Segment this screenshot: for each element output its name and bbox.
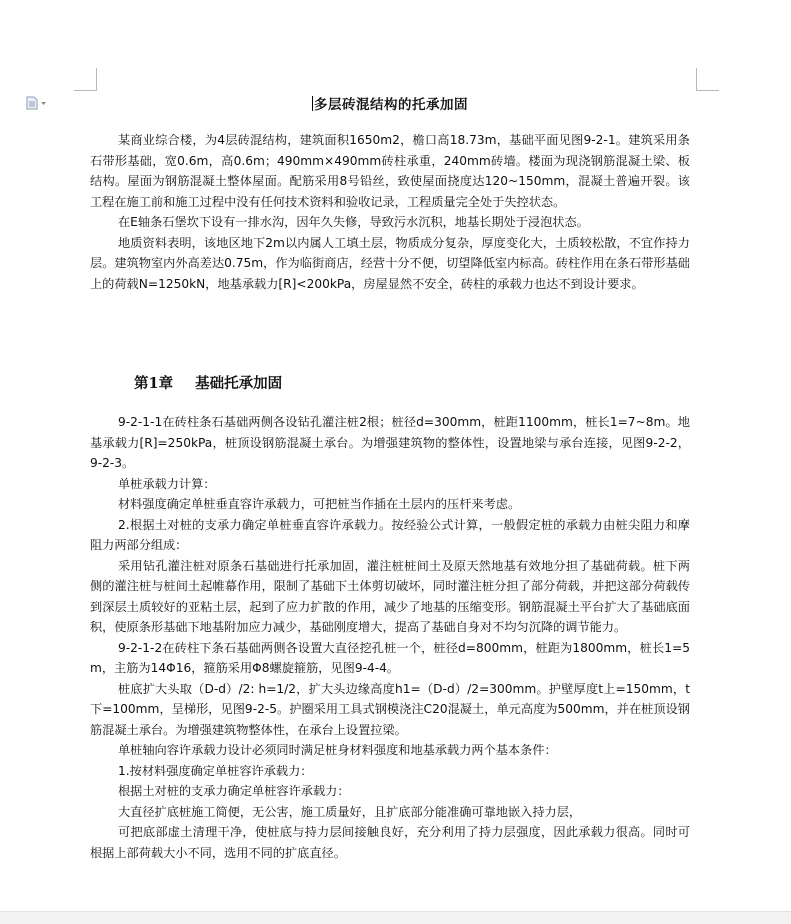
paragraph: 采用钻孔灌注桩对原条石基础进行托承加固，灌注桩桩间土及原天然地基有效地分担了基础荷载。桩下两侧的灌注桩与桩间土起帷幕作用，限制了基础下土体剪切破坏，同时灌注桩分担了部分荷载，并把这部分荷载传到深层土质较好的亚粘土层，起到了应力扩散的作用，减少了地基的压缩变形。钢筋混凝土平台扩大了基础底面积，使原条形基础下地基附加应力减少，基础刚度增大，提高了基础自身对不均匀沉降的调节能力。 [90,558,690,634]
intro-section [90,130,690,294]
document-page [90,0,690,923]
paragraph: 单桩轴向容许承载力设计必须同时满足桩身材料强度和地基承载力两个基本条件： [118,743,557,757]
document-title: 多层砖混结构的托承加固 [314,97,468,113]
paragraph: 根据土对桩的支承力确定单桩容许承载力： [118,784,350,798]
paragraph: 在E轴条石堡坎下设有一排水沟，因年久失修，导致污水沉积，地基长期处于浸泡状态。 [118,215,589,229]
paragraph: 大直径扩底桩施工简便，无公害，施工质量好，且扩底部分能准确可靠地嵌入持力层， [118,804,582,819]
document-outline-icon[interactable] [26,95,46,109]
chapter-heading [134,372,282,393]
paragraph: 地质资料表明，该地区地下2m以内属人工填土层，物质成分复杂，厚度变化大，土质较松散，不宜作持力层。建筑物室内外高差达0.75m，作为临街商店，经营十分不便，切望降低室内标高。砖柱作用在条石带形基础上的荷载N=1250kN，地基承载力[R]<200kPa，房屋显然不安全，砖柱的承载力也达不到设计要求。 [90,235,690,291]
text-cursor [312,96,313,111]
paragraph: 可把底部虚土清理干净，使桩底与持力层间接触良好，充分利用了持力层强度，因此承载力很高。同时可根据上部荷载大小不同，选用不同的扩底直径。 [90,825,690,860]
paragraph: 材料强度确定单桩垂直容许承载力，可把桩当作插在土层内的压杆来考虑。 [118,497,521,511]
paragraph: 9-2-1-2在砖柱下条石基础两侧各设置大直径挖孔桩一个，桩径d=800mm，桩距为1800mm，桩长1=5m，主筋为14Φ16，箍筋采用Φ8螺旋箍筋，见图9-4-4。 [90,640,690,675]
chapter-number: 第1章 [134,375,174,392]
paragraph: 9-2-1-1在砖柱条石基础两侧各设钻孔灌注桩2根；桩径d=300mm，桩距1100mm，桩长1=7~8m。地基承载力[R]=250kPa，桩顶设钢筋混凝土承台。为增强建筑物的整体性，设置地梁与承台连接，见图9-2-2，9-2-3。 [90,415,690,470]
paragraph: 桩底扩大头取（D-d）/2: h=1/2，扩大头边缘高度h1=（D-d）/2=300mm。护壁厚度t上=150mm，t下=100mm，呈梯形，见图9-2-5。护圈采用工具式钢模浇注C20混凝土，单元高度为500mm，并在桩顶设钢筋混凝土承台。为增强建筑物整体性，在承台上设置拉梁。 [90,681,690,737]
paragraph: 1.按材料强度确定单桩容许承载力： [118,763,313,778]
paragraph: 单桩承载力计算： [118,476,216,491]
chapter-body [90,412,690,863]
chapter-title: 基础托承加固 [195,375,283,392]
page-corner-mark-top-right [696,68,719,91]
paragraph: 某商业综合楼，为4层砖混结构，建筑面积1650m2，檐口高18.73m，基础平面见图9-2-1。建筑采用条石带形基础，宽0.6m，高0.6m；490mm×490mm砖柱承重，240mm砖墙。楼面为现浇钢筋混凝土梁、板结构。屋面为钢筋混凝土整体屋面。配筋采用8号铅丝，致使屋面挠度达120~150mm，混凝土普遍开裂。该工程在施工前和施工过程中没有任何技术资料和验收记录，工程质量完全处于失控状态。 [90,133,690,209]
paragraph: 2.根据土对桩的支承力确定单桩垂直容许承载力。按经验公式计算，一般假定桩的承载力由桩尖阻力和摩阻力两部分组成： [90,517,690,552]
page-bottom-edge [0,911,791,924]
